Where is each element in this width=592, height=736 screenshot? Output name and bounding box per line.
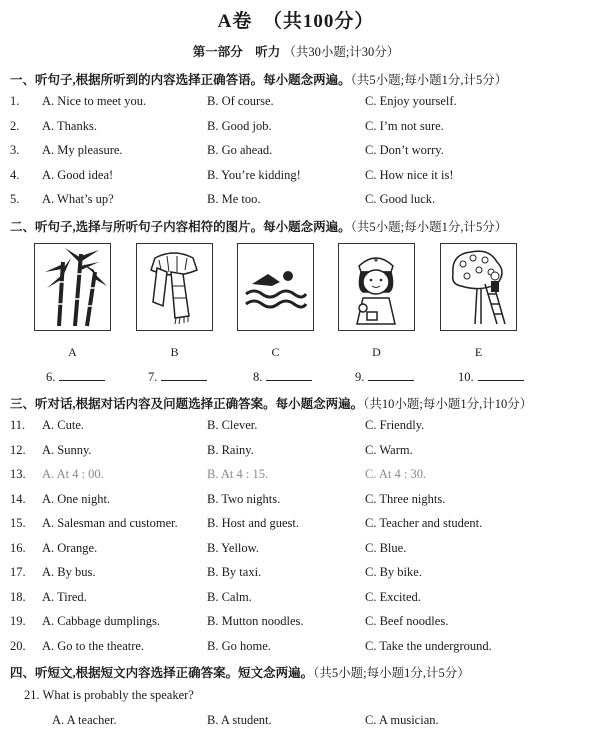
option-a[interactable]: A. At 4 : 00. <box>42 467 104 481</box>
question-row <box>0 418 592 436</box>
nurse-icon <box>339 244 413 329</box>
question-row <box>0 590 592 608</box>
question-number: 11. <box>10 418 26 432</box>
option-a[interactable]: A. Sunny. <box>42 442 92 457</box>
option-a[interactable]: A. Thanks. <box>42 118 97 133</box>
picture-a-bamboo <box>34 243 111 331</box>
option-b[interactable]: B. By taxi. <box>207 565 262 579</box>
option-c[interactable]: C. Three nights. <box>365 491 446 506</box>
question-number: 17. <box>10 565 26 579</box>
blank-line[interactable] <box>161 370 207 381</box>
option-b[interactable]: B. Two nights. <box>207 491 281 506</box>
question-number: 14. <box>10 491 26 506</box>
answer-blank[interactable] <box>253 370 312 385</box>
question-number: 1. <box>10 94 20 108</box>
option-c[interactable]: C. Beef noodles. <box>365 614 449 628</box>
question-number: 16. <box>10 540 26 555</box>
option-b[interactable]: B. Go home. <box>207 638 271 653</box>
answer-blank[interactable] <box>46 370 105 385</box>
picture-e-apple-picking <box>440 243 517 331</box>
picture-label: D <box>372 345 381 359</box>
option-a[interactable]: A. Tired. <box>42 589 87 604</box>
answer-blank[interactable] <box>355 370 414 385</box>
option-c[interactable]: C. How nice it is! <box>365 167 454 182</box>
option-c[interactable]: C. Warm. <box>365 442 413 457</box>
question-row <box>0 467 592 485</box>
option-b[interactable]: B. Host and guest. <box>207 516 300 530</box>
option-c[interactable]: C. Good luck. <box>365 192 436 206</box>
blank-line[interactable] <box>478 370 524 381</box>
option-c[interactable]: C. By bike. <box>365 565 422 579</box>
question-number: 18. <box>10 589 26 604</box>
question-row <box>0 192 592 210</box>
section-4-title: 四、听短文,根据短文内容选择正确答案。短文念两遍。 <box>10 666 314 680</box>
section-2-title: 二、听句子,选择与所听句子内容相符的图片。每小题念两遍。 <box>10 220 351 234</box>
option-b[interactable]: B. Yellow. <box>207 540 259 555</box>
blank-number: 10. <box>458 370 474 384</box>
option-b[interactable]: B. Go ahead. <box>207 143 273 157</box>
option-b[interactable]: B. A student. <box>207 713 272 727</box>
apple-picking-icon <box>441 244 515 329</box>
question-number: 19. <box>10 614 26 628</box>
question-row <box>0 516 592 534</box>
question-row <box>0 565 592 583</box>
option-a[interactable]: A. A teacher. <box>52 713 117 727</box>
option-b[interactable]: B. At 4 : 15. <box>207 467 269 481</box>
question-row <box>0 94 592 112</box>
scarf-icon <box>137 244 211 329</box>
swimming-icon <box>238 244 312 329</box>
question-row <box>0 168 592 186</box>
question-number: 3. <box>10 143 20 157</box>
option-c[interactable]: C. Blue. <box>365 540 407 555</box>
question-number: 4. <box>10 167 20 182</box>
option-b[interactable]: B. Calm. <box>207 589 252 604</box>
section-2-scoring: （共5小题;每小题1分,计5分） <box>350 220 508 234</box>
question-21-options <box>0 713 592 731</box>
blank-line[interactable] <box>266 370 312 381</box>
option-b[interactable]: B. You’re kidding! <box>207 167 301 182</box>
blank-number: 8. <box>253 370 263 384</box>
option-a[interactable]: A. Cabbage dumplings. <box>42 614 161 628</box>
section-1-title: 一、听句子,根据所听到的内容选择正确答语。每小题念两遍。 <box>10 73 351 87</box>
picture-label: C <box>271 345 280 359</box>
option-c[interactable]: C. A musician. <box>365 713 439 727</box>
option-b[interactable]: B. Clever. <box>207 418 258 432</box>
section-3-heading <box>10 394 532 412</box>
picture-d-nurse <box>338 243 415 331</box>
question-row <box>0 492 592 510</box>
answer-blank[interactable] <box>148 370 207 385</box>
page-title: A卷 （共100分） <box>217 11 375 32</box>
answer-blank[interactable] <box>458 370 524 385</box>
question-row <box>0 639 592 657</box>
option-c[interactable]: C. Friendly. <box>365 418 425 432</box>
option-a[interactable]: A. Orange. <box>42 540 98 555</box>
option-a[interactable]: A. By bus. <box>42 565 96 579</box>
section-4-scoring: （共5小题;每小题1分,计5分） <box>313 666 470 680</box>
blank-number: 6. <box>46 370 56 384</box>
section-3-scoring: （共10小题;每小题1分,计10分） <box>363 397 533 411</box>
option-b[interactable]: B. Mutton noodles. <box>207 614 304 628</box>
question-row <box>0 614 592 632</box>
blank-line[interactable] <box>368 370 414 381</box>
option-a[interactable]: A. Go to the theatre. <box>42 638 145 653</box>
question-number: 13. <box>10 467 26 481</box>
option-a[interactable]: A. Nice to meet you. <box>42 94 147 108</box>
question-21: 21. What is probably the speaker? <box>24 688 194 702</box>
option-c[interactable]: C. Teacher and student. <box>365 516 483 530</box>
bamboo-icon <box>35 244 109 329</box>
blank-line[interactable] <box>59 370 105 381</box>
section-1-scoring: （共5小题;每小题1分,计5分） <box>350 73 508 87</box>
option-b[interactable]: B. Rainy. <box>207 442 254 457</box>
option-a[interactable]: A. Cute. <box>42 418 85 432</box>
question-number: 15. <box>10 516 26 530</box>
option-a[interactable]: A. Salesman and customer. <box>42 516 178 530</box>
question-number: 20. <box>10 638 26 653</box>
option-a[interactable]: A. What’s up? <box>42 192 114 206</box>
part-name: 第一部分 听力 <box>192 45 281 59</box>
option-a[interactable]: A. One night. <box>42 491 111 506</box>
option-b[interactable]: B. Me too. <box>207 192 261 206</box>
option-c[interactable]: C. Enjoy yourself. <box>365 94 457 108</box>
option-c[interactable]: C. At 4 : 30. <box>365 467 427 481</box>
section-2-heading <box>10 217 507 235</box>
question-row <box>0 143 592 161</box>
picture-label: A <box>68 345 77 359</box>
section-1-heading <box>10 70 507 88</box>
part-count: （共30小题;计30分） <box>283 45 400 59</box>
section-4-heading <box>10 663 470 681</box>
question-number: 2. <box>10 118 20 133</box>
option-a[interactable]: A. My pleasure. <box>42 143 123 157</box>
option-c[interactable]: C. Take the underground. <box>365 638 492 653</box>
blank-number: 9. <box>355 370 365 384</box>
blank-number: 7. <box>148 370 158 384</box>
section-3-title: 三、听对话,根据对话内容及问题选择正确答案。每小题念两遍。 <box>10 397 364 411</box>
option-c[interactable]: C. Don’t worry. <box>365 143 444 157</box>
picture-label: B <box>170 345 179 359</box>
picture-c-swimming <box>237 243 314 331</box>
question-row <box>0 119 592 137</box>
question-number: 12. <box>10 442 26 457</box>
option-b[interactable]: B. Of course. <box>207 94 274 108</box>
question-row <box>0 541 592 559</box>
option-a[interactable]: A. Good idea! <box>42 167 114 182</box>
question-number: 5. <box>10 192 20 206</box>
picture-b-scarf <box>136 243 213 331</box>
part-subtitle <box>0 42 592 60</box>
question-row <box>0 443 592 461</box>
option-b[interactable]: B. Good job. <box>207 118 272 133</box>
picture-label: E <box>474 345 483 359</box>
option-c[interactable]: C. Excited. <box>365 589 421 604</box>
option-c[interactable]: C. I’m not sure. <box>365 118 444 133</box>
